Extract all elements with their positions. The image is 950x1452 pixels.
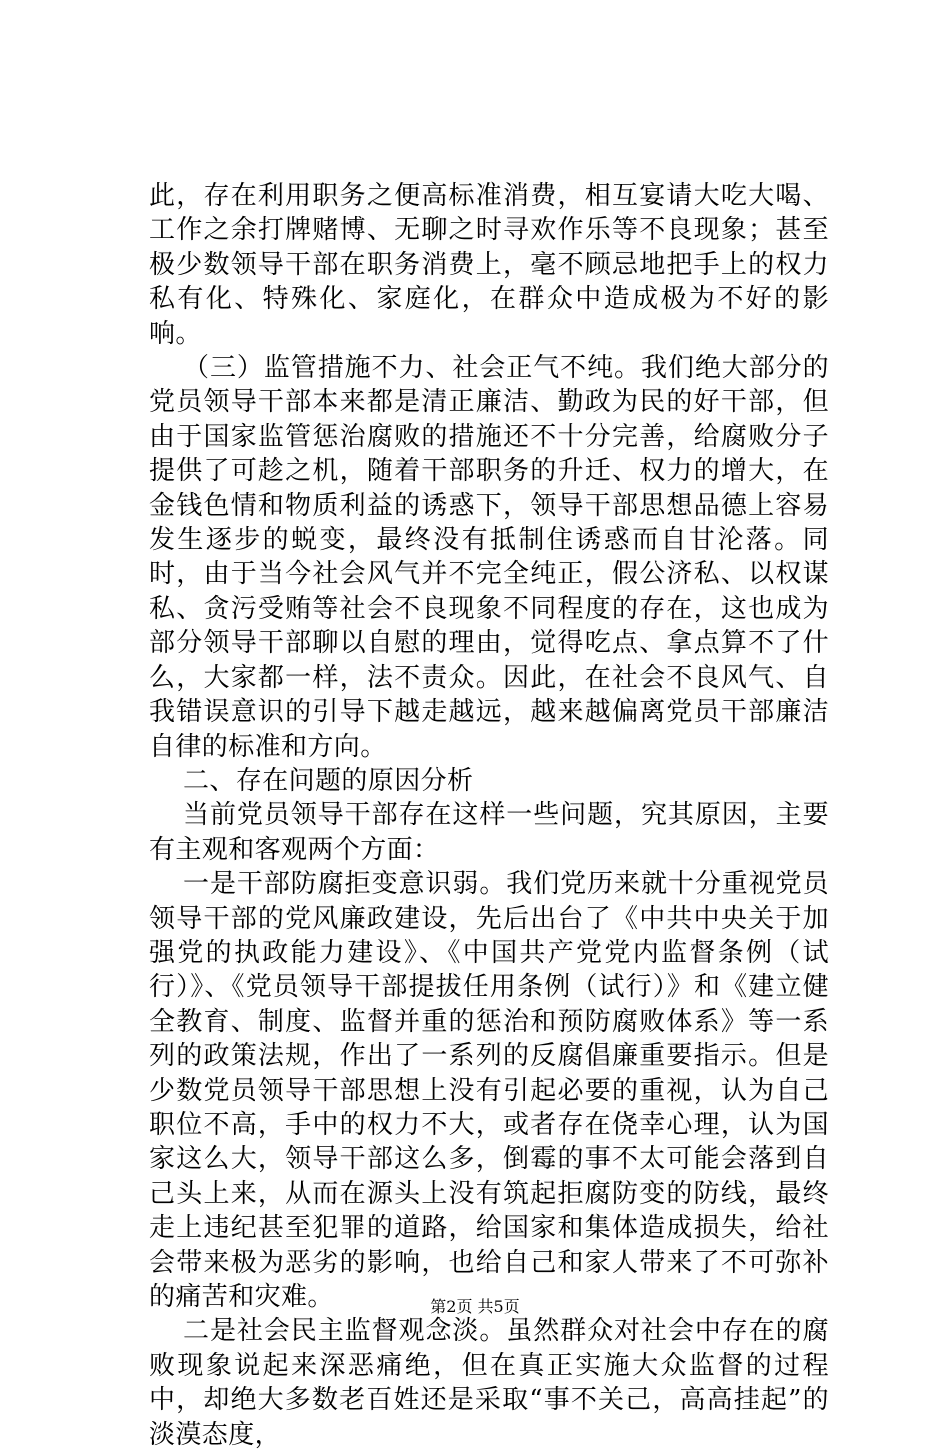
page-number-label: 第2页 共5页 — [430, 1297, 520, 1316]
page-footer — [0, 1297, 950, 1317]
paragraph-continuation: 此，存在利用职务之便高标准消费，相互宴请大吃大喝、工作之余打牌赌博、无聊之时寻欢作乐等不良现象；甚至极少数领导干部在职务消费上，毫不顾忌地把手上的权力私有化、特殊化、家庭化，在群众中造成极为不好的影响。 — [149, 181, 829, 349]
document-body — [149, 179, 829, 1452]
paragraph-cause-one: 一是干部防腐拒变意识弱。我们党历来就十分重视党员领导干部的党风廉政建设，先后出台了《中共中央关于加强党的执政能力建设》、《中国共产党党内监督条例（试行）》、《党员领导干部提拔任用条例（试行）》和《建立健全教育、制度、监督并重的惩治和预防腐败体系》等一系列的政策法规，作出了一系列的反腐倡廉重要指示。但是少数党员领导干部思想上没有引起必要的重视，认为自己职位不高，手中的权力不大，或者存在侥幸心理，认为国家这么大，领导干部这么多，倒霉的事不太可能会落到自己头上来，从而在源头上没有筑起拒腐防变的防线，最终走上违纪甚至犯罪的道路，给国家和集体造成损失，给社会带来极为恶劣的影响，也给自己和家人带来了不可弥补的痛苦和灾难。 — [149, 869, 829, 1312]
paragraph-cause-two: 二是社会民主监督观念淡。虽然群众对社会中存在的腐败现象说起来深恶痛绝，但在真正实施大众监督的过程中，却绝大多数老百姓还是采取“事不关己，高高挂起”的淡漠态度， — [149, 1316, 829, 1450]
section-heading-cause-analysis: 二、存在问题的原因分析 — [183, 765, 474, 796]
paragraph-supervision: （三）监管措施不力、社会正气不纯。我们绝大部分的党员领导干部本来都是清正廉洁、勤政为民的好干部，但由于国家监管惩治腐败的措施还不十分完善，给腐败分子提供了可趁之机，随着干部职务的升迁、权力的增大，在金钱色情和物质利益的诱惑下，领导干部思想品德上容易发生逐步的蜕变，最终没有抵制住诱惑而自甘沦落。同时，由于当今社会风气并不完全纯正，假公济私、以权谋私、贪污受贿等社会不良现象不同程度的存在，这也成为部分领导干部聊以自慰的理由，觉得吃点、拿点算不了什么，大家都一样，法不责众。因此，在社会不良风气、自我错误意识的引导下越走越远，越来越偏离党员干部廉洁自律的标准和方向。 — [149, 353, 829, 762]
paragraph-intro-causes: 当前党员领导干部存在这样一些问题，究其原因，主要有主观和客观两个方面： — [149, 800, 829, 865]
